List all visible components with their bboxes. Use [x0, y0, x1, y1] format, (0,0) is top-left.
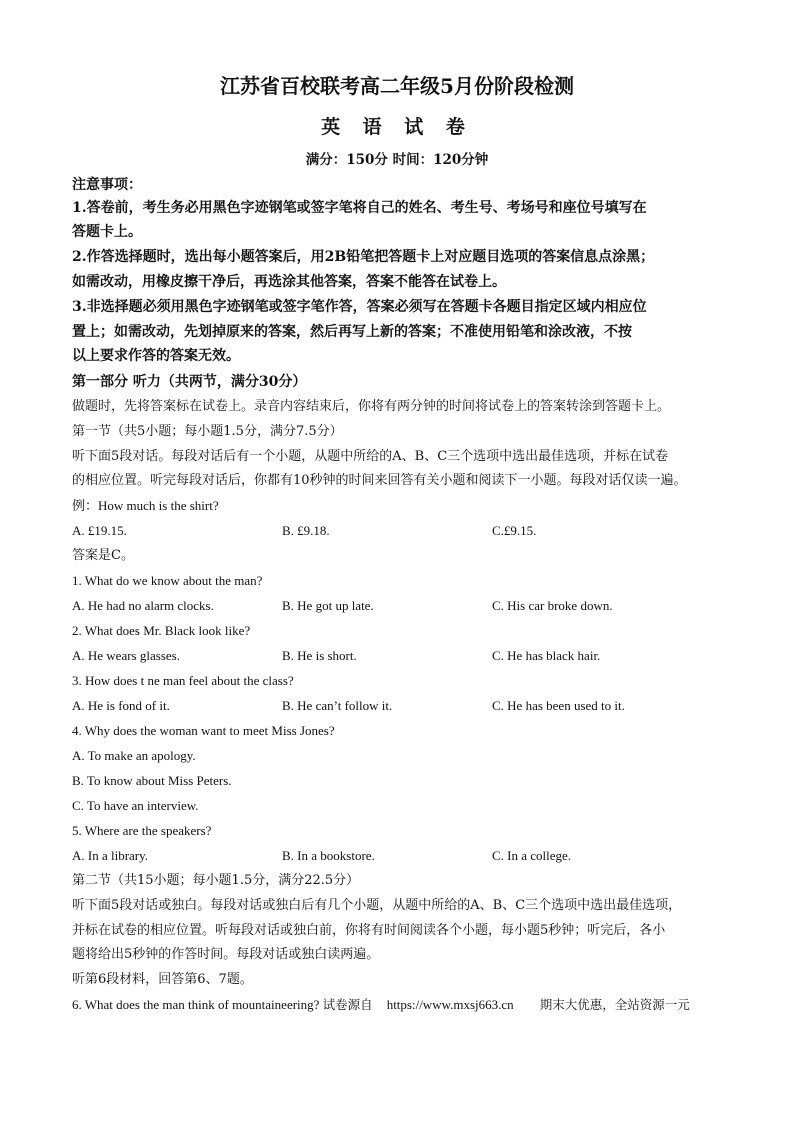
option-a: A. He had no alarm clocks. [72, 598, 214, 613]
option-b: B. He is short. [282, 648, 357, 663]
option-c: C. To have an interview. [72, 798, 199, 813]
section2-instruction: 题将给出5秒钟的作答时间。每段对话或独白读两遍。 [72, 947, 380, 962]
material-intro: 听第6段材料，回答第6、7题。 [72, 972, 253, 987]
section2-heading: 第二节（共15小题；每小题1.5分，满分22.5分） [72, 873, 360, 888]
part1-heading: 第一部分 听力（共两节，满分30分） [72, 374, 307, 390]
option-a: A. He wears glasses. [72, 648, 180, 663]
notice-line: 答题卡上。 [72, 224, 142, 240]
notice-line: 以上要求作答的答案无效。 [72, 348, 240, 364]
option-c: C. His car broke down. [492, 598, 613, 613]
exam-title: 江苏省百校联考高二年级5月份阶段检测 [220, 74, 574, 98]
option-b: B. In a bookstore. [282, 848, 375, 863]
source-link[interactable]: https://www.mxsj663.cn [386, 997, 514, 1012]
option-b: B. To know about Miss Peters. [72, 773, 232, 788]
notice-line: 1.答卷前，考生务必用黑色字迹钢笔或签字笔将自己的姓名、考生号、考场号和座位号填写在 [72, 200, 647, 216]
option-b: B. £9.18. [282, 523, 330, 538]
section2-instruction: 并标在试卷的相应位置。听每段对话或独白前，你将有时间阅读各个小题，每小题5秒钟；听完后，各小 [72, 923, 666, 938]
example-question: 例：How much is the shirt? [72, 498, 219, 513]
option-b: B. He can’t follow it. [282, 698, 393, 713]
section1-heading: 第一节（共5小题；每小题1.5分，满分7.5分） [72, 424, 343, 439]
option-c: C. He has black hair. [492, 648, 601, 663]
option-a: A. In a library. [72, 848, 149, 863]
score-time: 满分：150分 时间：120分钟 [305, 152, 489, 168]
section1-instruction: 听下面5段对话。每段对话后有一个小题，从题中所给的A、B、C三个选项中选出最佳选项，并标在试卷 [72, 449, 669, 464]
notice-line: 2.作答选择题时，选出每小题答案后，用2B铅笔把答题卡上对应题目选项的答案信息点涂黑； [72, 249, 655, 265]
promo-text: 期末大优惠，全站资源一元 [539, 997, 690, 1012]
section2-instruction: 听下面5段对话或独白。每段对话或独白后有几个小题，从题中所给的A、B、C三个选项中选出最佳选项， [72, 898, 682, 913]
question-4: 4. Why does the woman want to meet Miss Jones? [72, 723, 335, 738]
option-a: A. £19.15. [72, 523, 127, 538]
question-6-text: 6. What does the man think of mountaineering? [72, 997, 320, 1012]
notice-line: 如需改动，用橡皮擦干净后，再选涂其他答案，答案不能答在试卷上。 [72, 274, 506, 290]
notice-heading: 注意事项： [72, 177, 142, 193]
question-6 [72, 996, 732, 1014]
source-label: 试卷源自 [322, 997, 373, 1012]
option-c: C. He has been used to it. [492, 698, 625, 713]
question-5: 5. Where are the speakers? [72, 823, 212, 838]
exam-subject: 英 语 试 卷 [321, 116, 473, 138]
section1-instruction: 的相应位置。听完每段对话后，你都有10秒钟的时间来回答有关小题和阅读下一小题。每段对话仅读一遍。 [72, 473, 687, 488]
question-2: 2. What does Mr. Black look like? [72, 623, 251, 638]
question-3: 3. How does t ne man feel about the class? [72, 673, 294, 688]
part1-instruction: 做题时，先将答案标在试卷上。录音内容结束后，你将有两分钟的时间将试卷上的答案转涂到答题卡上。 [72, 399, 671, 414]
notice-line: 3.非选择题必须用黑色字迹钢笔或签字笔作答，答案必须写在答题卡各题目指定区域内相应位 [72, 299, 647, 315]
option-a: A. He is fond of it. [72, 698, 170, 713]
option-b: B. He got up late. [282, 598, 374, 613]
option-c: C.£9.15. [492, 523, 537, 538]
option-c: C. In a college. [492, 848, 572, 863]
example-answer: 答案是C。 [72, 548, 134, 563]
notice-line: 置上；如需改动，先划掉原来的答案，然后再写上新的答案；不准使用铅笔和涂改液，不按 [72, 324, 632, 340]
option-a: A. To make an apology. [72, 748, 196, 763]
question-1: 1. What do we know about the man? [72, 573, 263, 588]
